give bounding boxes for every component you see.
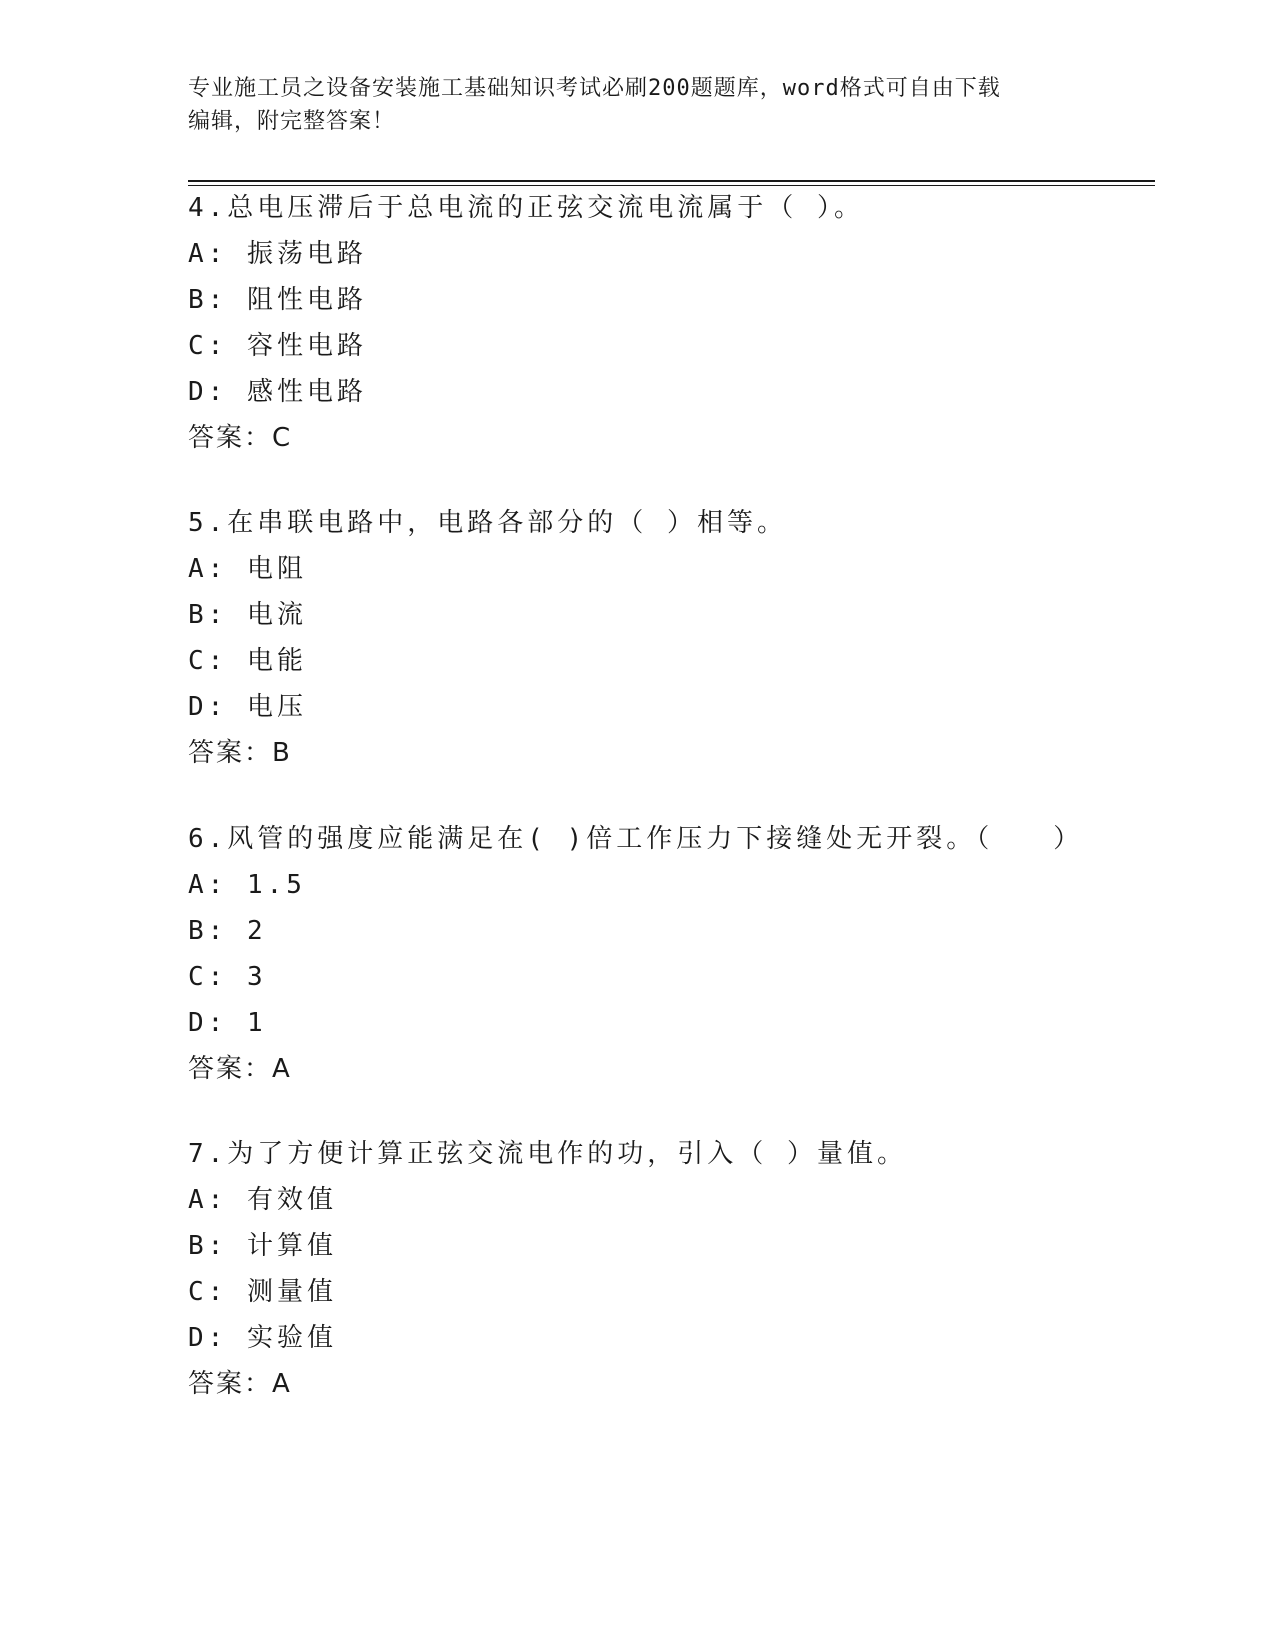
document-header — [188, 72, 1068, 138]
option-a: A: 有效值 — [188, 1185, 337, 1215]
option-d: D: 1 — [188, 1008, 267, 1038]
header-divider-thick — [188, 180, 1155, 182]
question-stem: 5.在串联电路中，电路各部分的（ ）相等。 — [188, 508, 787, 538]
option-b: B: 2 — [188, 916, 267, 946]
answer: 答案：A — [188, 1054, 292, 1084]
option-d: D: 电压 — [188, 692, 307, 722]
option-b: B: 阻性电路 — [188, 285, 367, 315]
question-4 — [188, 185, 1155, 461]
answer: 答案：C — [188, 423, 293, 453]
question-stem: 4.总电压滞后于总电流的正弦交流电流属于（ ）。 — [188, 193, 864, 223]
header-line-2: 编辑，附完整答案！ — [188, 109, 396, 134]
option-c: C: 3 — [188, 962, 267, 992]
option-b: B: 计算值 — [188, 1231, 337, 1261]
option-a: A: 振荡电路 — [188, 239, 367, 269]
question-stem: 7.为了方便计算正弦交流电作的功，引入（ ）量值。 — [188, 1139, 907, 1169]
question-5 — [188, 500, 1155, 776]
option-d: D: 感性电路 — [188, 377, 367, 407]
option-c: C: 测量值 — [188, 1277, 337, 1307]
option-c: C: 电能 — [188, 646, 307, 676]
option-c: C: 容性电路 — [188, 331, 367, 361]
option-d: D: 实验值 — [188, 1323, 337, 1353]
question-6 — [188, 816, 1155, 1092]
option-b: B: 电流 — [188, 600, 307, 630]
question-stem: 6.风管的强度应能满足在( )倍工作压力下接缝处无开裂。（ ） — [188, 824, 1084, 854]
answer: 答案：B — [188, 738, 292, 768]
header-line-1: 专业施工员之设备安装施工基础知识考试必刷200题题库，word格式可自由下载 — [188, 76, 1001, 101]
answer: 答案：A — [188, 1369, 292, 1399]
question-7 — [188, 1131, 1155, 1407]
option-a: A: 1.5 — [188, 870, 306, 900]
option-a: A: 电阻 — [188, 554, 307, 584]
